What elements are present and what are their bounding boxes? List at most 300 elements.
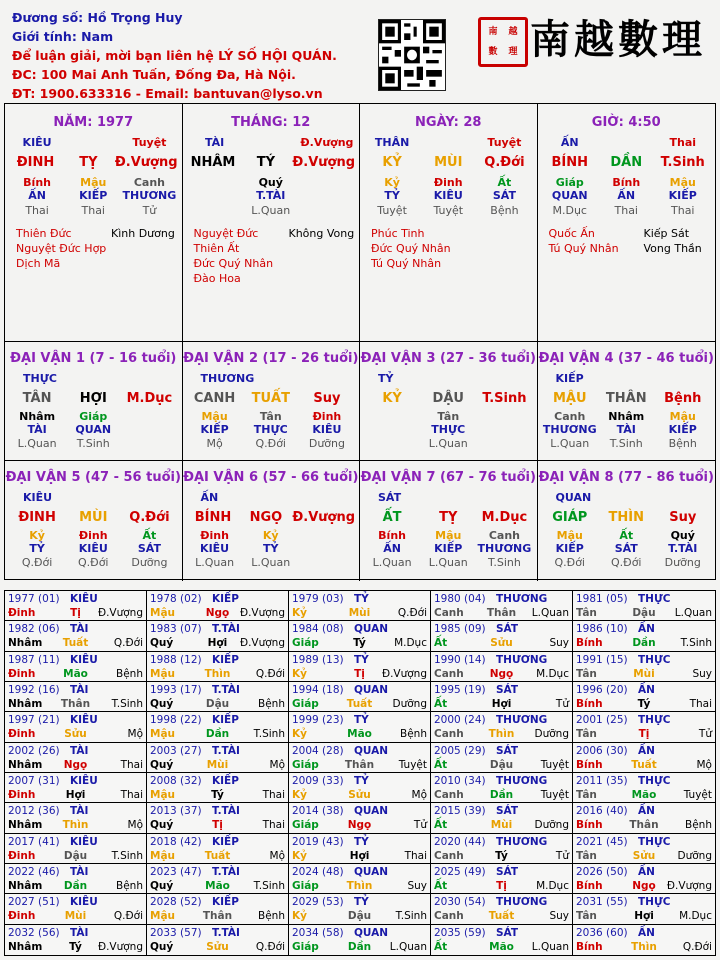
dai-van-hidden — [360, 529, 537, 542]
star-name-2: Không Vong — [288, 227, 355, 240]
pillar-stem-branch-cell: TỴ — [79, 155, 98, 170]
year-stem: Quý — [150, 637, 174, 650]
year-stem: Nhâm — [8, 758, 43, 771]
year-cell — [573, 591, 715, 621]
year-cell — [147, 864, 289, 894]
year-phase: L.Quan — [674, 607, 712, 619]
year-phase: Dưỡng — [534, 819, 569, 832]
year-phase: Thai — [262, 819, 285, 832]
year-stem: Mậu — [150, 849, 176, 862]
year-god: SÁT — [496, 744, 519, 757]
star-line — [549, 242, 716, 255]
pillar-gods-cell: TỶ — [384, 189, 400, 202]
star-line — [16, 227, 182, 240]
dai-van-gods-cell: KIẾP — [200, 423, 229, 436]
dai-van-stem-branch-cell: MÙI — [79, 510, 108, 525]
year-stem: Quý — [150, 940, 174, 953]
year-label: 2012 (36) — [8, 805, 60, 818]
year-god: SÁT — [496, 684, 519, 696]
year-cell — [573, 925, 715, 955]
year-top — [576, 744, 712, 758]
year-cell — [5, 894, 147, 924]
pillar-hidden-stems-cell — [187, 176, 243, 189]
dai-van-hidden-cell: Bính — [378, 529, 406, 542]
year-bottom — [8, 879, 143, 893]
year-label: 2031 (55) — [576, 896, 628, 909]
pillar-row1-cell: Đ.Vượng — [300, 136, 354, 149]
pillar-title: THÁNG: 12 — [231, 115, 311, 130]
year-god: THƯƠNG — [496, 775, 548, 787]
star-line — [371, 227, 537, 240]
year-bottom — [576, 849, 712, 863]
dai-van-hidden-cell: Mậu — [201, 410, 228, 423]
year-stem: Ất — [434, 758, 448, 771]
year-bottom — [292, 727, 427, 741]
year-branch: Dậu — [205, 698, 230, 710]
year-top — [292, 683, 427, 697]
dai-van-gods-cell: KIÊU — [78, 542, 108, 555]
year-branch: Sửu — [206, 940, 229, 953]
year-stem: Đinh — [8, 728, 36, 741]
star-name: Nguyệt Đức — [193, 227, 259, 240]
year-cell — [431, 712, 573, 742]
year-bottom — [434, 697, 569, 711]
year-top — [292, 744, 427, 758]
year-phase: Bệnh — [258, 698, 285, 710]
year-stem: Nhâm — [8, 637, 43, 650]
year-bottom — [292, 636, 427, 650]
dai-van-hidden-cell: Giáp — [79, 410, 108, 423]
year-phase: Bệnh — [116, 880, 143, 892]
year-phase: Tử — [413, 819, 427, 832]
year-cell — [5, 712, 147, 742]
year-top — [150, 713, 285, 727]
year-cell — [5, 864, 147, 894]
year-god: TỶ — [354, 714, 369, 727]
pillar-phase-cell: Thai — [81, 204, 105, 217]
year-top — [8, 774, 143, 788]
pillar-gods-cell: KIẾP — [668, 189, 697, 202]
year-stem: Quý — [150, 758, 174, 771]
year-label: 1980 (04) — [434, 593, 486, 605]
year-stem: Tân — [576, 728, 597, 741]
pillar-phase — [5, 204, 182, 217]
year-label: 1999 (23) — [292, 714, 344, 727]
year-branch: Tuất — [488, 910, 515, 923]
year-phase: Suy — [549, 637, 569, 650]
pillar-stem-branch — [360, 155, 537, 170]
dai-van-stem-branch — [538, 510, 716, 525]
dai-van-phase-cell: Q.Đới — [21, 556, 53, 569]
year-god: ẤN — [638, 805, 655, 818]
year-god: KIẾP — [212, 896, 239, 909]
year-branch: Mão — [347, 728, 372, 741]
dai-van-gods-cell: THƯƠNG — [477, 542, 532, 555]
year-stem: Tân — [576, 667, 597, 680]
year-phase: Mộ — [411, 789, 427, 801]
year-label: 1991 (15) — [576, 653, 628, 666]
dai-van-stem-branch — [360, 510, 537, 525]
year-bottom — [150, 636, 285, 650]
pillar-stem-branch — [538, 155, 716, 170]
pillar-title: NĂM: 1977 — [53, 115, 134, 130]
year-cell — [289, 652, 431, 682]
year-phase: Dưỡng — [534, 728, 569, 741]
year-god: SÁT — [496, 805, 519, 818]
year-label: 2005 (29) — [434, 744, 486, 757]
pillar-hidden-stems-cell: Quý — [258, 176, 283, 189]
dai-van-hidden — [183, 529, 360, 542]
dai-van-gods-cell: THỰC — [253, 423, 288, 436]
dai-van-gods-cell: SÁT — [614, 542, 638, 555]
year-label: 2003 (27) — [150, 744, 202, 757]
year-cell — [147, 743, 289, 773]
year-cell — [431, 621, 573, 651]
dai-van-stem-branch-cell: T.Sinh — [482, 391, 527, 406]
dai-van-gods-cell: SÁT — [137, 542, 161, 555]
year-label: 2027 (51) — [8, 896, 60, 909]
dai-van-gods-cell: KIÊU — [200, 542, 230, 555]
year-cell — [289, 743, 431, 773]
pillar-row1 — [5, 136, 182, 149]
year-god: KIÊU — [70, 593, 98, 605]
dai-van-stem-branch — [183, 510, 360, 525]
year-god: THỰC — [638, 775, 671, 787]
year-top — [292, 774, 427, 788]
year-stem: Mậu — [150, 667, 176, 680]
year-cell — [147, 925, 289, 955]
star-name: Thiên Ất — [193, 242, 240, 255]
dai-van-phase — [538, 437, 716, 450]
year-branch: Thìn — [631, 940, 657, 953]
year-bottom — [292, 879, 427, 893]
star-line — [371, 242, 537, 255]
dai-van-5 — [5, 461, 183, 581]
year-cell — [573, 652, 715, 682]
year-branch: Mùi — [633, 667, 655, 680]
year-bottom — [150, 697, 285, 711]
dai-van-title: ĐẠI VẬN 3 (27 - 36 tuổi) — [360, 351, 536, 366]
year-god: KIẾP — [212, 653, 239, 666]
pillar-hidden-stems-cell: Bính — [612, 176, 641, 189]
year-phase: Đ.Vượng — [97, 607, 143, 619]
year-phase: Bệnh — [400, 728, 427, 741]
year-stem: Canh — [434, 789, 464, 801]
pillar-stem-branch-cell: KỶ — [382, 155, 402, 170]
dai-van-gods-cell: TỶ — [263, 542, 279, 555]
dai-van-phase-cell: Q.Đới — [554, 556, 585, 569]
year-stem: Giáp — [292, 880, 319, 892]
year-god: T.TÀI — [212, 623, 240, 636]
year-label: 2014 (38) — [292, 805, 344, 818]
year-bottom — [576, 606, 712, 620]
year-cell — [431, 834, 573, 864]
year-top — [292, 653, 427, 667]
year-bottom — [576, 636, 712, 650]
star-name-2: Kiếp Sát — [643, 227, 690, 240]
year-bottom — [150, 758, 285, 772]
star-name: Thiên Đức — [16, 227, 72, 240]
pillar-hidden-stems-cell: Kỷ — [384, 176, 400, 189]
year-top — [434, 835, 569, 849]
pillar-hidden-stems-cell: Giáp — [555, 176, 584, 189]
dai-van-gods-cell: T.TÀI — [668, 542, 698, 555]
year-top — [292, 804, 427, 818]
year-phase: M.Dục — [536, 667, 569, 680]
year-phase: Mộ — [269, 758, 285, 771]
year-phase: Mộ — [127, 819, 143, 832]
year-bottom — [292, 697, 427, 711]
pillar-gods-cell: QUAN — [551, 189, 588, 202]
pillar-stem-branch-cell: Q.Đới — [484, 155, 525, 170]
year-branch: Tị — [638, 728, 650, 741]
pillar-hidden-stems-cell: Canh — [133, 176, 166, 189]
year-branch: Ngọ — [63, 758, 88, 771]
year-top — [434, 592, 569, 606]
year-branch: Hợi — [65, 789, 86, 801]
year-god: ẤN — [638, 623, 655, 636]
dai-van-hidden-cell: Mậu — [556, 529, 583, 542]
year-top — [292, 622, 427, 636]
dai-van-title: ĐẠI VẬN 8 (77 - 86 tuổi) — [538, 470, 714, 485]
dai-van-hidden-cell: Mậu — [435, 529, 462, 542]
year-stem: Tân — [576, 789, 597, 801]
dai-van-god: KIÊU — [23, 491, 53, 504]
year-stem: Đinh — [8, 789, 36, 801]
year-bottom — [8, 758, 143, 772]
year-phase: Thai — [262, 789, 285, 801]
year-branch: Mão — [489, 940, 514, 953]
year-label: 1983 (07) — [150, 623, 202, 636]
year-bottom — [434, 788, 569, 802]
year-cell — [5, 834, 147, 864]
dai-van-title: ĐẠI VẬN 4 (37 - 46 tuổi) — [538, 351, 714, 366]
pillar-stem-branch-cell: BÍNH — [551, 155, 588, 170]
year-top — [8, 865, 143, 879]
year-phase: Q.Đới — [397, 607, 427, 619]
year-cell — [573, 743, 715, 773]
pillar-gods-cell: KIÊU — [433, 189, 463, 202]
year-stem: Ất — [434, 940, 448, 953]
year-top — [8, 713, 143, 727]
dai-van-god: TỶ — [378, 372, 394, 385]
pillar-2 — [183, 104, 361, 342]
pillar-stars — [538, 227, 716, 255]
year-branch: Sửu — [632, 849, 656, 862]
pillar-phase-cell: Thai — [25, 204, 49, 217]
year-bottom — [150, 849, 285, 863]
year-branch: Ngọ — [347, 819, 372, 832]
dai-van-gods-cell: KIẾP — [668, 423, 697, 436]
year-phase: M.Dục — [679, 910, 712, 923]
pillar-row1-cell: Tuyệt — [487, 136, 522, 149]
year-top — [292, 835, 427, 849]
dai-van-hidden — [538, 410, 716, 423]
dai-van-stem-branch — [538, 391, 716, 406]
dai-van-phase-cell: T.Sinh — [76, 437, 110, 450]
year-branch: Thìn — [204, 667, 231, 680]
dai-van-phase-cell: L.Quan — [195, 556, 235, 569]
year-bottom — [150, 667, 285, 681]
year-stem: Canh — [434, 607, 464, 619]
star-name: Dịch Mã — [16, 257, 61, 270]
year-top — [8, 592, 143, 606]
year-branch: Tuất — [346, 698, 373, 710]
dai-van-hidden-cell — [364, 410, 420, 423]
year-label: 1987 (11) — [8, 653, 60, 666]
year-branch: Mùi — [206, 758, 229, 771]
year-phase: Bệnh — [258, 910, 285, 923]
year-top — [8, 835, 143, 849]
year-top — [150, 865, 285, 879]
year-top — [576, 653, 712, 667]
year-cell — [431, 864, 573, 894]
year-god: THƯƠNG — [496, 896, 548, 909]
year-cell — [431, 591, 573, 621]
year-god: THƯƠNG — [496, 653, 548, 666]
dai-van-hidden-cell: Canh — [554, 410, 586, 423]
pillar-hidden-stems-cell: Đinh — [433, 176, 463, 189]
year-label: 1986 (10) — [576, 623, 628, 636]
dai-van-title: ĐẠI VẬN 7 (67 - 76 tuổi) — [360, 470, 536, 485]
dai-van-phase-cell: Dưỡng — [664, 556, 701, 569]
pillar-gods-cell — [299, 189, 355, 202]
year-top — [434, 865, 569, 879]
year-top — [150, 683, 285, 697]
pillar-stem-branch — [5, 155, 182, 170]
dai-van-stem-branch-cell: NGỌ — [249, 510, 283, 525]
year-cell — [573, 621, 715, 651]
star-name-2: Kình Dương — [111, 227, 175, 240]
year-phase: Tử — [555, 849, 569, 862]
year-label: 1981 (05) — [576, 593, 628, 605]
year-cell — [147, 652, 289, 682]
star-name: Tú Quý Nhân — [548, 242, 619, 255]
year-label: 1996 (20) — [576, 684, 628, 696]
year-stem: Giáp — [292, 819, 319, 832]
year-top — [434, 774, 569, 788]
year-bottom — [150, 940, 285, 954]
year-cell — [289, 925, 431, 955]
dai-van-stem-branch-cell: Suy — [669, 510, 697, 525]
year-top — [150, 653, 285, 667]
dai-van-hidden-cell: Mậu — [669, 410, 696, 423]
dai-van-gods — [538, 423, 716, 436]
year-top — [434, 653, 569, 667]
year-stem: Canh — [434, 910, 464, 923]
year-bottom — [434, 667, 569, 681]
year-label: 1993 (17) — [150, 684, 202, 696]
year-bottom — [576, 940, 712, 954]
year-stem: Nhâm — [8, 819, 43, 832]
star-name: Phúc Tinh — [371, 227, 425, 240]
pillar-hidden-stems-cell: Bính — [23, 176, 51, 189]
year-phase: Đ.Vượng — [239, 607, 285, 619]
star-line — [16, 257, 182, 270]
year-phase: L.Quan — [531, 940, 569, 953]
dai-van-gods-cell — [476, 423, 532, 436]
year-branch: Sửu — [490, 637, 513, 650]
dai-van-gods — [538, 542, 716, 555]
dai-van-phase — [360, 437, 537, 450]
year-stem: Quý — [150, 698, 174, 710]
dai-van-gods-cell: THƯƠNG — [542, 423, 597, 436]
year-phase: M.Dục — [394, 637, 427, 650]
year-branch: Dậu — [489, 758, 514, 771]
year-stem: Giáp — [292, 940, 319, 953]
year-phase: T.Sinh — [395, 910, 427, 923]
year-stem: Bính — [576, 637, 603, 650]
year-branch: Hợi — [491, 698, 512, 710]
year-god: TỶ — [354, 896, 369, 909]
year-bottom — [292, 606, 427, 620]
dai-van-hidden-cell: Tân — [259, 410, 282, 423]
year-top — [150, 926, 285, 940]
year-phase: Mộ — [696, 758, 712, 771]
dai-van-title: ĐẠI VẬN 5 (47 - 56 tuổi) — [5, 470, 181, 485]
dai-van-hidden-cell: Canh — [488, 529, 521, 542]
year-cell — [289, 894, 431, 924]
year-cell — [289, 621, 431, 651]
year-cell — [5, 925, 147, 955]
dai-van-hidden — [183, 410, 360, 423]
year-top — [576, 865, 712, 879]
year-bottom — [434, 727, 569, 741]
year-stem: Canh — [434, 849, 464, 862]
dai-van-phase-cell: L.Quan — [428, 437, 468, 450]
dai-van-stem-branch-cell: ẤT — [382, 510, 402, 525]
year-top — [434, 895, 569, 909]
year-top — [150, 895, 285, 909]
pillar-gods-cell: T.TÀI — [256, 189, 286, 202]
year-branch: Dậu — [347, 910, 372, 923]
year-label: 1978 (02) — [150, 593, 202, 605]
yearly-calendar — [4, 590, 716, 956]
year-bottom — [434, 940, 569, 954]
year-top — [292, 592, 427, 606]
year-cell — [289, 834, 431, 864]
dai-van-phase-cell: L.Quan — [428, 556, 468, 569]
year-bottom — [576, 879, 712, 893]
year-stem: Bính — [576, 880, 603, 892]
dai-van-gods — [5, 542, 182, 555]
year-top — [434, 926, 569, 940]
dai-van-gods-cell: TÀI — [27, 423, 47, 436]
year-god: SÁT — [496, 623, 519, 636]
pillar-hidden-stems — [183, 176, 360, 189]
dai-van-stem-branch-cell: KỶ — [382, 391, 402, 406]
year-branch: Mùi — [348, 607, 371, 619]
year-god: T.TÀI — [212, 805, 240, 818]
year-cell — [5, 621, 147, 651]
pillar-row1-cell: Thai — [669, 136, 697, 149]
dai-van-stem-branch-cell: TUẤT — [251, 391, 290, 406]
year-label: 2033 (57) — [150, 926, 202, 939]
dai-van-phase-cell — [121, 437, 177, 450]
dai-van-8 — [538, 461, 716, 581]
pillar-gods-cell: THƯƠNG — [122, 189, 177, 202]
year-label: 2011 (35) — [576, 775, 628, 787]
year-label: 2017 (41) — [8, 835, 60, 848]
year-top — [292, 926, 427, 940]
year-phase: T.Sinh — [253, 728, 285, 741]
year-god: TÀI — [70, 623, 89, 636]
year-bottom — [150, 909, 285, 923]
dai-van-hidden — [360, 410, 537, 423]
year-label: 1995 (19) — [434, 684, 486, 696]
dai-van-gods-cell: THỰC — [431, 423, 466, 436]
year-branch: Mão — [205, 880, 230, 892]
